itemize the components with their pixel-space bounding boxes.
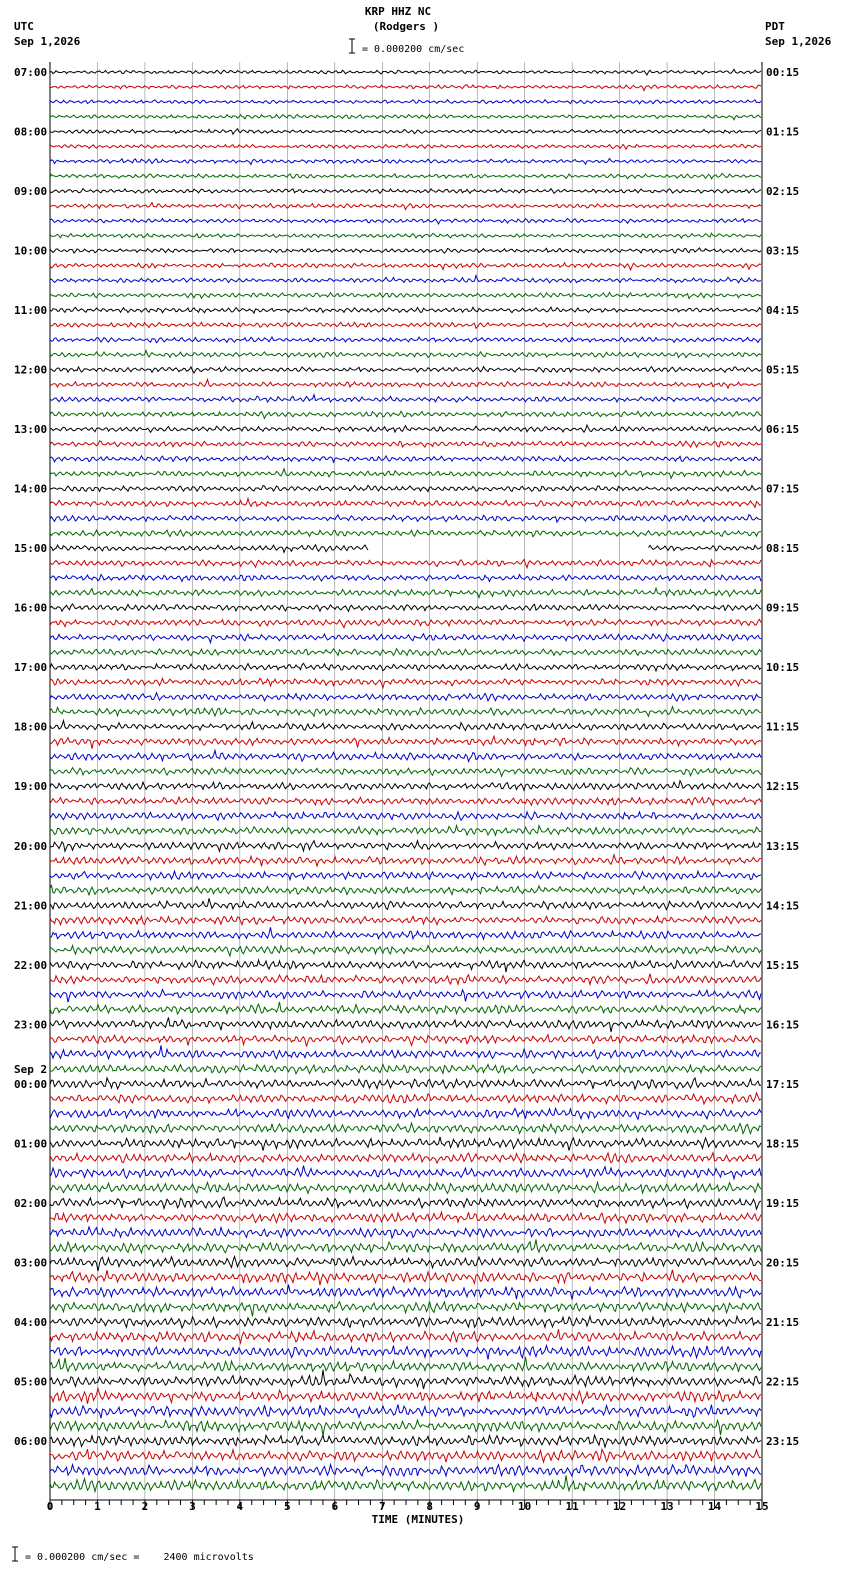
x-tick-label: 11 (565, 1500, 579, 1513)
trace-line (50, 1357, 761, 1372)
utc-hour-label: 09:00 (14, 185, 48, 199)
trace-line (50, 927, 761, 939)
trace-line (50, 1078, 761, 1089)
trace-line (50, 1212, 761, 1223)
trace-line (50, 797, 761, 805)
pdt-hour-label: 21:15 (766, 1315, 800, 1329)
trace-line (50, 1435, 761, 1447)
right-date: Sep 1,2026 (765, 35, 832, 48)
trace-line (50, 441, 761, 447)
trace-line (50, 292, 761, 298)
trace-line (50, 916, 761, 924)
x-tick-label: 6 (331, 1500, 339, 1513)
trace-line (50, 1137, 761, 1151)
footer-scale-icon (12, 1547, 18, 1561)
trace-line (50, 69, 761, 75)
trace-line (50, 812, 761, 821)
trace-line (50, 960, 761, 972)
pdt-hour-label: 03:15 (766, 244, 800, 258)
utc-hour-label: 14:00 (14, 482, 48, 496)
trace-line (50, 1465, 761, 1477)
footer-scale-text: = 0.000200 cm/sec = 2400 microvolts (25, 1552, 254, 1563)
pdt-hour-label: 17:15 (766, 1077, 800, 1091)
utc-hour-label: 20:00 (14, 839, 48, 853)
trace-line (50, 203, 761, 210)
trace-line (50, 1002, 761, 1014)
pdt-hour-label: 08:15 (766, 542, 800, 556)
trace-line (50, 1257, 761, 1272)
pdt-hour-label: 23:15 (766, 1434, 800, 1448)
trace-line (50, 707, 761, 717)
pdt-hour-label: 01:15 (766, 125, 800, 139)
trace-line (50, 663, 761, 671)
trace-line (50, 855, 761, 867)
trace-line (50, 575, 761, 582)
pdt-hour-label: 19:15 (766, 1196, 800, 1210)
trace-line (50, 144, 761, 149)
utc-hour-label: 16:00 (14, 601, 48, 615)
utc-hour-label: 03:00 (14, 1256, 48, 1270)
x-tick-label: 15 (755, 1500, 769, 1513)
utc-hour-label: 01:00 (14, 1137, 48, 1151)
trace-line (50, 263, 761, 270)
trace-line (50, 515, 761, 522)
x-tick-label: 4 (236, 1500, 244, 1513)
utc-hour-label: 02:00 (14, 1196, 48, 1210)
pdt-hour-label: 02:15 (766, 185, 800, 199)
x-tick-label: 13 (660, 1500, 674, 1513)
trace-line (50, 219, 761, 225)
trace-line (50, 736, 761, 748)
trace-line (50, 1285, 761, 1300)
trace-line (50, 1346, 761, 1360)
date-change-label: Sep 2 (14, 1062, 48, 1076)
utc-hour-label: 00:00 (14, 1077, 48, 1091)
utc-hour-label: 12:00 (14, 363, 48, 377)
pdt-hour-label: 14:15 (766, 899, 800, 913)
x-tick-label: 5 (284, 1500, 291, 1513)
trace-line (50, 1227, 761, 1238)
x-axis-label: TIME (MINUTES) (371, 1513, 465, 1526)
site-name: (Rodgers ) (372, 20, 440, 33)
utc-hour-label: 10:00 (14, 244, 48, 258)
x-tick-label: 14 (707, 1500, 722, 1513)
pdt-hour-label: 10:15 (766, 661, 800, 675)
trace-line (50, 826, 761, 836)
trace-line (50, 174, 761, 179)
pdt-hour-label: 09:15 (766, 601, 800, 615)
pdt-hour-label: 22:15 (766, 1375, 800, 1389)
seismic-traces (50, 69, 761, 1491)
utc-hour-label: 06:00 (14, 1434, 48, 1448)
trace-line (50, 85, 761, 91)
pdt-hour-label: 13:15 (766, 839, 800, 853)
trace-line (50, 1197, 761, 1209)
trace-line (50, 1449, 761, 1462)
trace-line (50, 1420, 761, 1436)
trace-line (50, 1108, 761, 1119)
trace-line (50, 750, 761, 761)
scale-text: = 0.000200 cm/sec (362, 44, 465, 55)
x-tick-label: 10 (518, 1500, 532, 1513)
pdt-hour-label: 00:15 (766, 66, 800, 79)
right-hour-labels (766, 66, 799, 1448)
trace-line (50, 485, 761, 491)
trace-line (50, 1182, 761, 1193)
x-tick-label: 7 (378, 1500, 386, 1513)
pdt-hour-label: 20:15 (766, 1256, 800, 1270)
trace-line (50, 693, 761, 701)
utc-hour-label: 19:00 (14, 780, 48, 794)
pdt-hour-label: 18:15 (766, 1137, 800, 1151)
trace-line (50, 1123, 761, 1134)
x-tick-label: 1 (94, 1500, 101, 1513)
trace-line (50, 946, 761, 957)
trace-line (50, 781, 761, 791)
trace-line (50, 425, 761, 432)
station-title: KRP HHZ NC (364, 5, 432, 18)
utc-hour-label: 04:00 (14, 1315, 48, 1329)
trace-line (50, 604, 761, 611)
trace-line (50, 115, 761, 120)
x-tick-label: 2 (141, 1500, 149, 1513)
utc-hour-label: 07:00 (14, 66, 48, 79)
trace-line (50, 1370, 761, 1389)
pdt-hour-label: 12:15 (766, 780, 800, 794)
trace-line (50, 588, 761, 597)
trace-line (50, 189, 761, 194)
utc-hour-label: 11:00 (14, 304, 48, 318)
utc-hour-label: 21:00 (14, 899, 48, 913)
utc-hour-label: 05:00 (14, 1375, 48, 1389)
trace-line (50, 1389, 761, 1404)
trace-line (50, 1045, 761, 1059)
trace-line (50, 129, 761, 135)
trace-line (50, 841, 761, 852)
trace-line (50, 367, 761, 373)
trace-line (50, 649, 761, 656)
trace-line (50, 158, 761, 164)
left-timezone: UTC (14, 20, 34, 33)
pdt-hour-label: 06:15 (766, 423, 800, 437)
trace-line (50, 337, 761, 343)
utc-hour-label: 23:00 (14, 1018, 48, 1032)
scale-bar-icon (349, 39, 355, 53)
trace-line (50, 768, 761, 777)
trace-line (50, 322, 761, 328)
trace-line (50, 619, 761, 628)
utc-hour-label: 18:00 (14, 720, 48, 734)
trace-line (50, 1329, 761, 1343)
trace-line (50, 721, 761, 731)
trace-line (50, 1476, 761, 1492)
right-timezone: PDT (765, 20, 785, 33)
trace-line (50, 974, 761, 985)
trace-line (50, 634, 761, 643)
trace-line (50, 1065, 761, 1074)
trace-line (50, 395, 761, 402)
trace-line (50, 276, 761, 283)
trace-line (50, 678, 761, 687)
pdt-hour-label: 16:15 (766, 1018, 800, 1032)
trace-line (50, 100, 761, 104)
pdt-hour-label: 15:15 (766, 958, 800, 972)
utc-hour-label: 13:00 (14, 423, 48, 437)
x-tick-label: 3 (189, 1500, 196, 1513)
left-date: Sep 1,2026 (14, 35, 81, 48)
trace-line (50, 380, 761, 389)
utc-hour-label: 22:00 (14, 958, 48, 972)
trace-line (50, 1093, 761, 1104)
trace-line (50, 871, 761, 880)
trace-line (50, 1302, 761, 1317)
trace-line (50, 1018, 761, 1033)
left-hour-labels (14, 66, 47, 1448)
trace-line (50, 1316, 761, 1328)
trace-line (50, 1166, 761, 1179)
trace-line (50, 469, 761, 479)
trace-line (50, 530, 761, 537)
x-tick-label: 12 (612, 1500, 627, 1513)
trace-line (50, 351, 761, 358)
x-tick-label: 8 (426, 1500, 434, 1513)
utc-hour-label: 17:00 (14, 661, 48, 675)
pdt-hour-label: 07:15 (766, 482, 800, 496)
trace-line (50, 1240, 761, 1253)
x-axis (47, 1500, 769, 1513)
trace-line (50, 1405, 761, 1419)
trace-line (50, 456, 761, 462)
trace-line (50, 886, 761, 895)
trace-line (50, 248, 761, 253)
trace-line (50, 498, 761, 507)
trace-line (50, 545, 761, 553)
trace-line (50, 233, 761, 238)
trace-line (50, 1153, 761, 1163)
pdt-hour-label: 05:15 (766, 363, 800, 377)
trace-line (50, 560, 761, 568)
pdt-hour-label: 11:15 (766, 720, 800, 734)
trace-line (50, 990, 761, 1003)
trace-line (50, 1270, 761, 1285)
pdt-hour-label: 04:15 (766, 304, 800, 318)
utc-hour-label: 08:00 (14, 125, 48, 139)
trace-line (50, 411, 761, 418)
grid-lines (50, 62, 762, 1500)
trace-line (50, 898, 761, 909)
x-tick-label: 0 (46, 1500, 54, 1513)
utc-hour-label: 15:00 (14, 542, 48, 556)
trace-line (50, 1035, 761, 1047)
x-tick-label: 9 (473, 1500, 481, 1513)
trace-line (50, 307, 761, 313)
